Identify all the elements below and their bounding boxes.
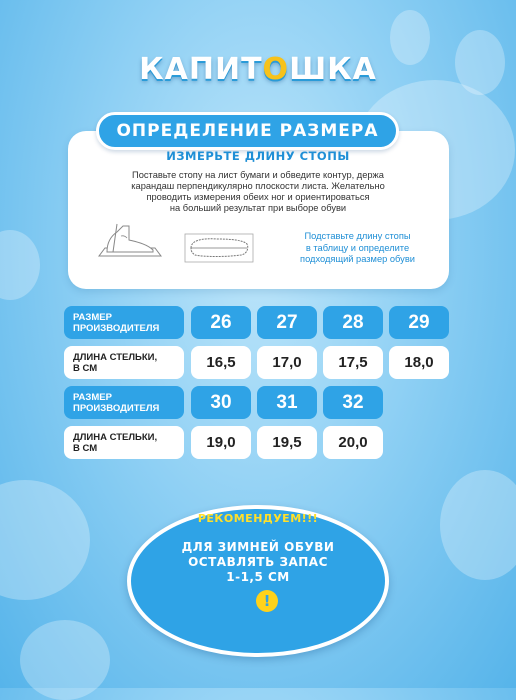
length-cell: 19,5	[257, 426, 317, 459]
size-cell: 29	[389, 306, 449, 339]
recommendation-line: 1-1,5 СМ	[226, 570, 290, 584]
length-cell: 20,0	[323, 426, 383, 459]
size-cell: 32	[323, 386, 383, 419]
label-insole-length	[64, 426, 184, 459]
recommendation-title: РЕКОМЕНДУЕМ!!!	[197, 512, 319, 525]
size-cell: 26	[191, 306, 251, 339]
length-cell: 17,0	[257, 346, 317, 379]
exclamation-icon: !	[256, 590, 278, 612]
instructions-text	[85, 170, 431, 214]
length-cell: 16,5	[191, 346, 251, 379]
label-line: ПРОИЗВОДИТЕЛЯ	[73, 402, 160, 414]
hint-line: в таблицу и определите	[305, 242, 410, 253]
hint-line: Подставьте длину стопы	[304, 231, 411, 241]
size-cell: 30	[191, 386, 251, 419]
hint-line: подходящий размер обуви	[300, 254, 415, 264]
label-line: В СМ	[73, 442, 98, 454]
label-manufacturer-size	[64, 306, 184, 339]
recommendation-text	[0, 540, 516, 585]
size-cell: 27	[257, 306, 317, 339]
label-insole-length	[64, 346, 184, 379]
hint-text	[265, 231, 450, 266]
instruction-line: Поставьте стопу на лист бумаги и обведите контур, держа	[132, 170, 384, 180]
paw-print-decoration	[20, 620, 110, 700]
length-cell: 19,0	[191, 426, 251, 459]
label-line: ДЛИНА СТЕЛЬКИ,	[73, 431, 158, 443]
foot-on-paper-illustration	[95, 222, 165, 262]
paw-print-decoration	[0, 230, 40, 300]
logo-paw-letter: О	[262, 52, 290, 87]
recommendation-line: ОСТАВЛЯТЬ ЗАПАС	[188, 555, 328, 569]
logo-text-b: ШКА	[289, 52, 377, 87]
instruction-line: на больший результат при выборе обуви	[169, 203, 347, 213]
brand-logo	[0, 52, 516, 87]
label-line: ПРОИЗВОДИТЕЛЯ	[73, 322, 160, 334]
foot-outline-illustration	[183, 232, 255, 264]
length-cell: 18,0	[389, 346, 449, 379]
instruction-line: проводить измерения обеих ног и ориентироваться	[146, 192, 370, 202]
label-line: ДЛИНА СТЕЛЬКИ,	[73, 351, 158, 363]
label-manufacturer-size	[64, 386, 184, 419]
page-title: ОПРЕДЕЛЕНИЕ РАЗМЕРА	[96, 112, 399, 150]
size-cell: 28	[323, 306, 383, 339]
subtitle: ИЗМЕРЬТЕ ДЛИНУ СТОПЫ	[166, 149, 350, 163]
instruction-line: карандаш перпендикулярно плоскости листа. Желательно	[131, 181, 385, 191]
length-cell: 17,5	[323, 346, 383, 379]
label-line: В СМ	[73, 362, 98, 374]
label-line: РАЗМЕР	[73, 311, 112, 323]
size-cell: 31	[257, 386, 317, 419]
logo-text-a: КАПИТ	[139, 52, 263, 87]
recommendation-line: ДЛЯ ЗИМНЕЙ ОБУВИ	[181, 540, 335, 554]
label-line: РАЗМЕР	[73, 391, 112, 403]
